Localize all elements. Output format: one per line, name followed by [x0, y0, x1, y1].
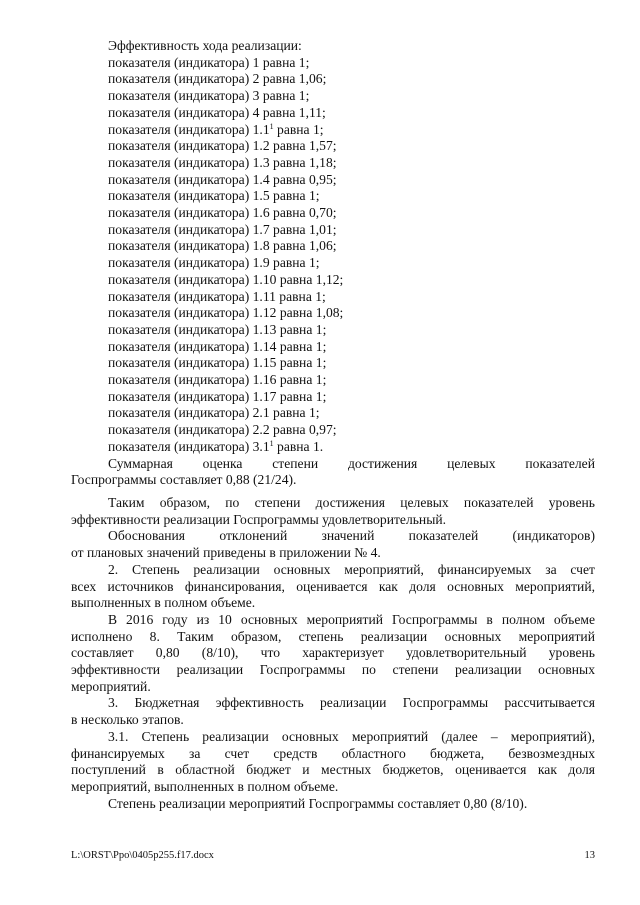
paragraph-line: от плановых значений приведены в приложении № 4.: [71, 545, 381, 561]
paragraph-line: исполнено 8. Таким образом, степень реализации основных мероприятий: [71, 628, 595, 644]
paragraph: [71, 729, 595, 796]
indicator-text-tail: равна 1.: [273, 438, 324, 454]
indicator-text: показателя (индикатора) 1.7 равна 1,01;: [108, 221, 337, 237]
paragraph-line: мероприятий.: [71, 678, 151, 694]
indicator-line: [71, 105, 595, 122]
indicator-text: показателя (индикатора) 1.2 равна 1,57;: [108, 138, 337, 154]
paragraph-line: выполненных в полном объеме.: [71, 595, 256, 611]
indicator-text: показателя (индикатора) 1.10 равна 1,12;: [108, 271, 344, 287]
indicator-line: [71, 222, 595, 239]
paragraphs: [71, 456, 595, 813]
paragraph: [71, 562, 595, 612]
paragraph-line: составляет 0,80 (8/10), что характеризует удовлетворительный уровень: [71, 645, 595, 661]
indicator-line: [71, 322, 595, 339]
indicator-line: [71, 188, 595, 205]
paragraph: [71, 612, 595, 696]
indicator-text: показателя (индикатора) 1.17 равна 1;: [108, 388, 327, 404]
indicator-text: показателя (индикатора) 1.13 равна 1;: [108, 321, 327, 337]
indicator-line: [71, 71, 595, 88]
paragraph-line: Госпрограммы составляет 0,88 (21/24).: [71, 472, 297, 488]
paragraph-line: поступлений в областной бюджет и местных бюджетов, оценивается как доля: [71, 762, 595, 778]
paragraph: [71, 528, 595, 561]
indicator-line: [71, 422, 595, 439]
indicator-text: показателя (индикатора) 3 равна 1;: [108, 88, 310, 104]
indicator-text: показателя (индикатора) 3.1: [108, 438, 270, 454]
paragraph-line: финансируемых за счет средств областного бюджета, безвозмездных: [71, 745, 595, 761]
paragraph-line: 3. Бюджетная эффективность реализации Госпрограммы рассчитывается: [108, 695, 595, 711]
indicator-line: [71, 238, 595, 255]
indicator-text: показателя (индикатора) 2 равна 1,06;: [108, 71, 327, 87]
paragraph-line: В 2016 году из 10 основных мероприятий Госпрограммы в полном объеме: [108, 611, 595, 627]
indicator-text: показателя (индикатора) 1.12 равна 1,08;: [108, 305, 344, 321]
paragraph-line: 2. Степень реализации основных мероприятий, финансируемых за счет: [108, 561, 595, 577]
indicator-line: [71, 255, 595, 272]
indicator-text: показателя (индикатора) 1.14 равна 1;: [108, 338, 327, 354]
paragraph-line: мероприятий, выполненных в полном объеме.: [71, 778, 339, 794]
paragraph-line: эффективности реализации Госпрограммы удовлетворительный.: [71, 511, 447, 527]
paragraph-line: Суммарная оценка степени достижения целевых показателей: [108, 455, 595, 471]
paragraph-line: 3.1. Степень реализации основных мероприятий (далее – мероприятий),: [108, 728, 595, 744]
indicator-list: [71, 55, 595, 456]
indicator-text: показателя (индикатора) 1.9 равна 1;: [108, 255, 320, 271]
indicator-line: [71, 289, 595, 306]
paragraph: [71, 695, 595, 728]
indicator-text: показателя (индикатора) 1.3 равна 1,18;: [108, 154, 337, 170]
footnote-mark: 1: [269, 438, 274, 448]
indicator-line: [71, 405, 595, 422]
indicator-text: показателя (индикатора) 1.6 равна 0,70;: [108, 205, 337, 221]
indicator-text: показателя (индикатора) 2.2 равна 0,97;: [108, 422, 337, 438]
body-text: [71, 38, 595, 812]
indicator-line: [71, 55, 595, 72]
indicator-line: [71, 272, 595, 289]
indicator-text: показателя (индикатора) 1.15 равна 1;: [108, 355, 327, 371]
indicator-text-tail: равна 1;: [273, 121, 324, 137]
indicator-line: [71, 339, 595, 356]
paragraph-line: Степень реализации мероприятий Госпрограммы составляет 0,80 (8/10).: [108, 795, 528, 811]
indicator-line: [71, 205, 595, 222]
indicator-line: [71, 155, 595, 172]
indicator-line: [71, 372, 595, 389]
indicator-text: показателя (индикатора) 1 равна 1;: [108, 54, 310, 70]
indicator-line: [71, 138, 595, 155]
paragraph: [71, 796, 595, 813]
paragraph-line: в несколько этапов.: [71, 712, 184, 728]
indicator-text: показателя (индикатора) 1.5 равна 1;: [108, 188, 320, 204]
indicator-line: [71, 305, 595, 322]
indicator-line: [71, 439, 595, 456]
indicator-line: [71, 389, 595, 406]
indicator-text: показателя (индикатора) 1.8 равна 1,06;: [108, 238, 337, 254]
footnote-mark: 1: [269, 121, 274, 131]
indicator-text: показателя (индикатора) 4 равна 1,11;: [108, 104, 326, 120]
paragraph: [71, 456, 595, 489]
indicator-line: [71, 88, 595, 105]
section-heading: Эффективность хода реализации:: [108, 38, 302, 53]
indicator-text: показателя (индикатора) 1.11 равна 1;: [108, 288, 326, 304]
indicator-text: показателя (индикатора) 1.1: [108, 121, 270, 137]
indicator-line: [71, 122, 595, 139]
paragraph-line: эффективности реализации Госпрограммы по степени реализации основных: [71, 662, 595, 678]
footer-file-path: L:\ORST\Ppo\0405p255.f17.docx: [71, 850, 214, 861]
paragraph: [71, 495, 595, 528]
indicator-line: [71, 172, 595, 189]
indicator-text: показателя (индикатора) 2.1 равна 1;: [108, 405, 320, 421]
paragraph-line: всех источников финансирования, оценивается как доля основных мероприятий,: [71, 578, 595, 594]
footer-page-number: 13: [584, 850, 595, 861]
indicator-text: показателя (индикатора) 1.4 равна 0,95;: [108, 171, 337, 187]
paragraph-line: Обоснования отклонений значений показателей (индикаторов): [108, 528, 595, 544]
indicator-text: показателя (индикатора) 1.16 равна 1;: [108, 372, 327, 388]
paragraph-line: Таким образом, по степени достижения целевых показателей уровень: [108, 494, 595, 510]
indicator-line: [71, 355, 595, 372]
